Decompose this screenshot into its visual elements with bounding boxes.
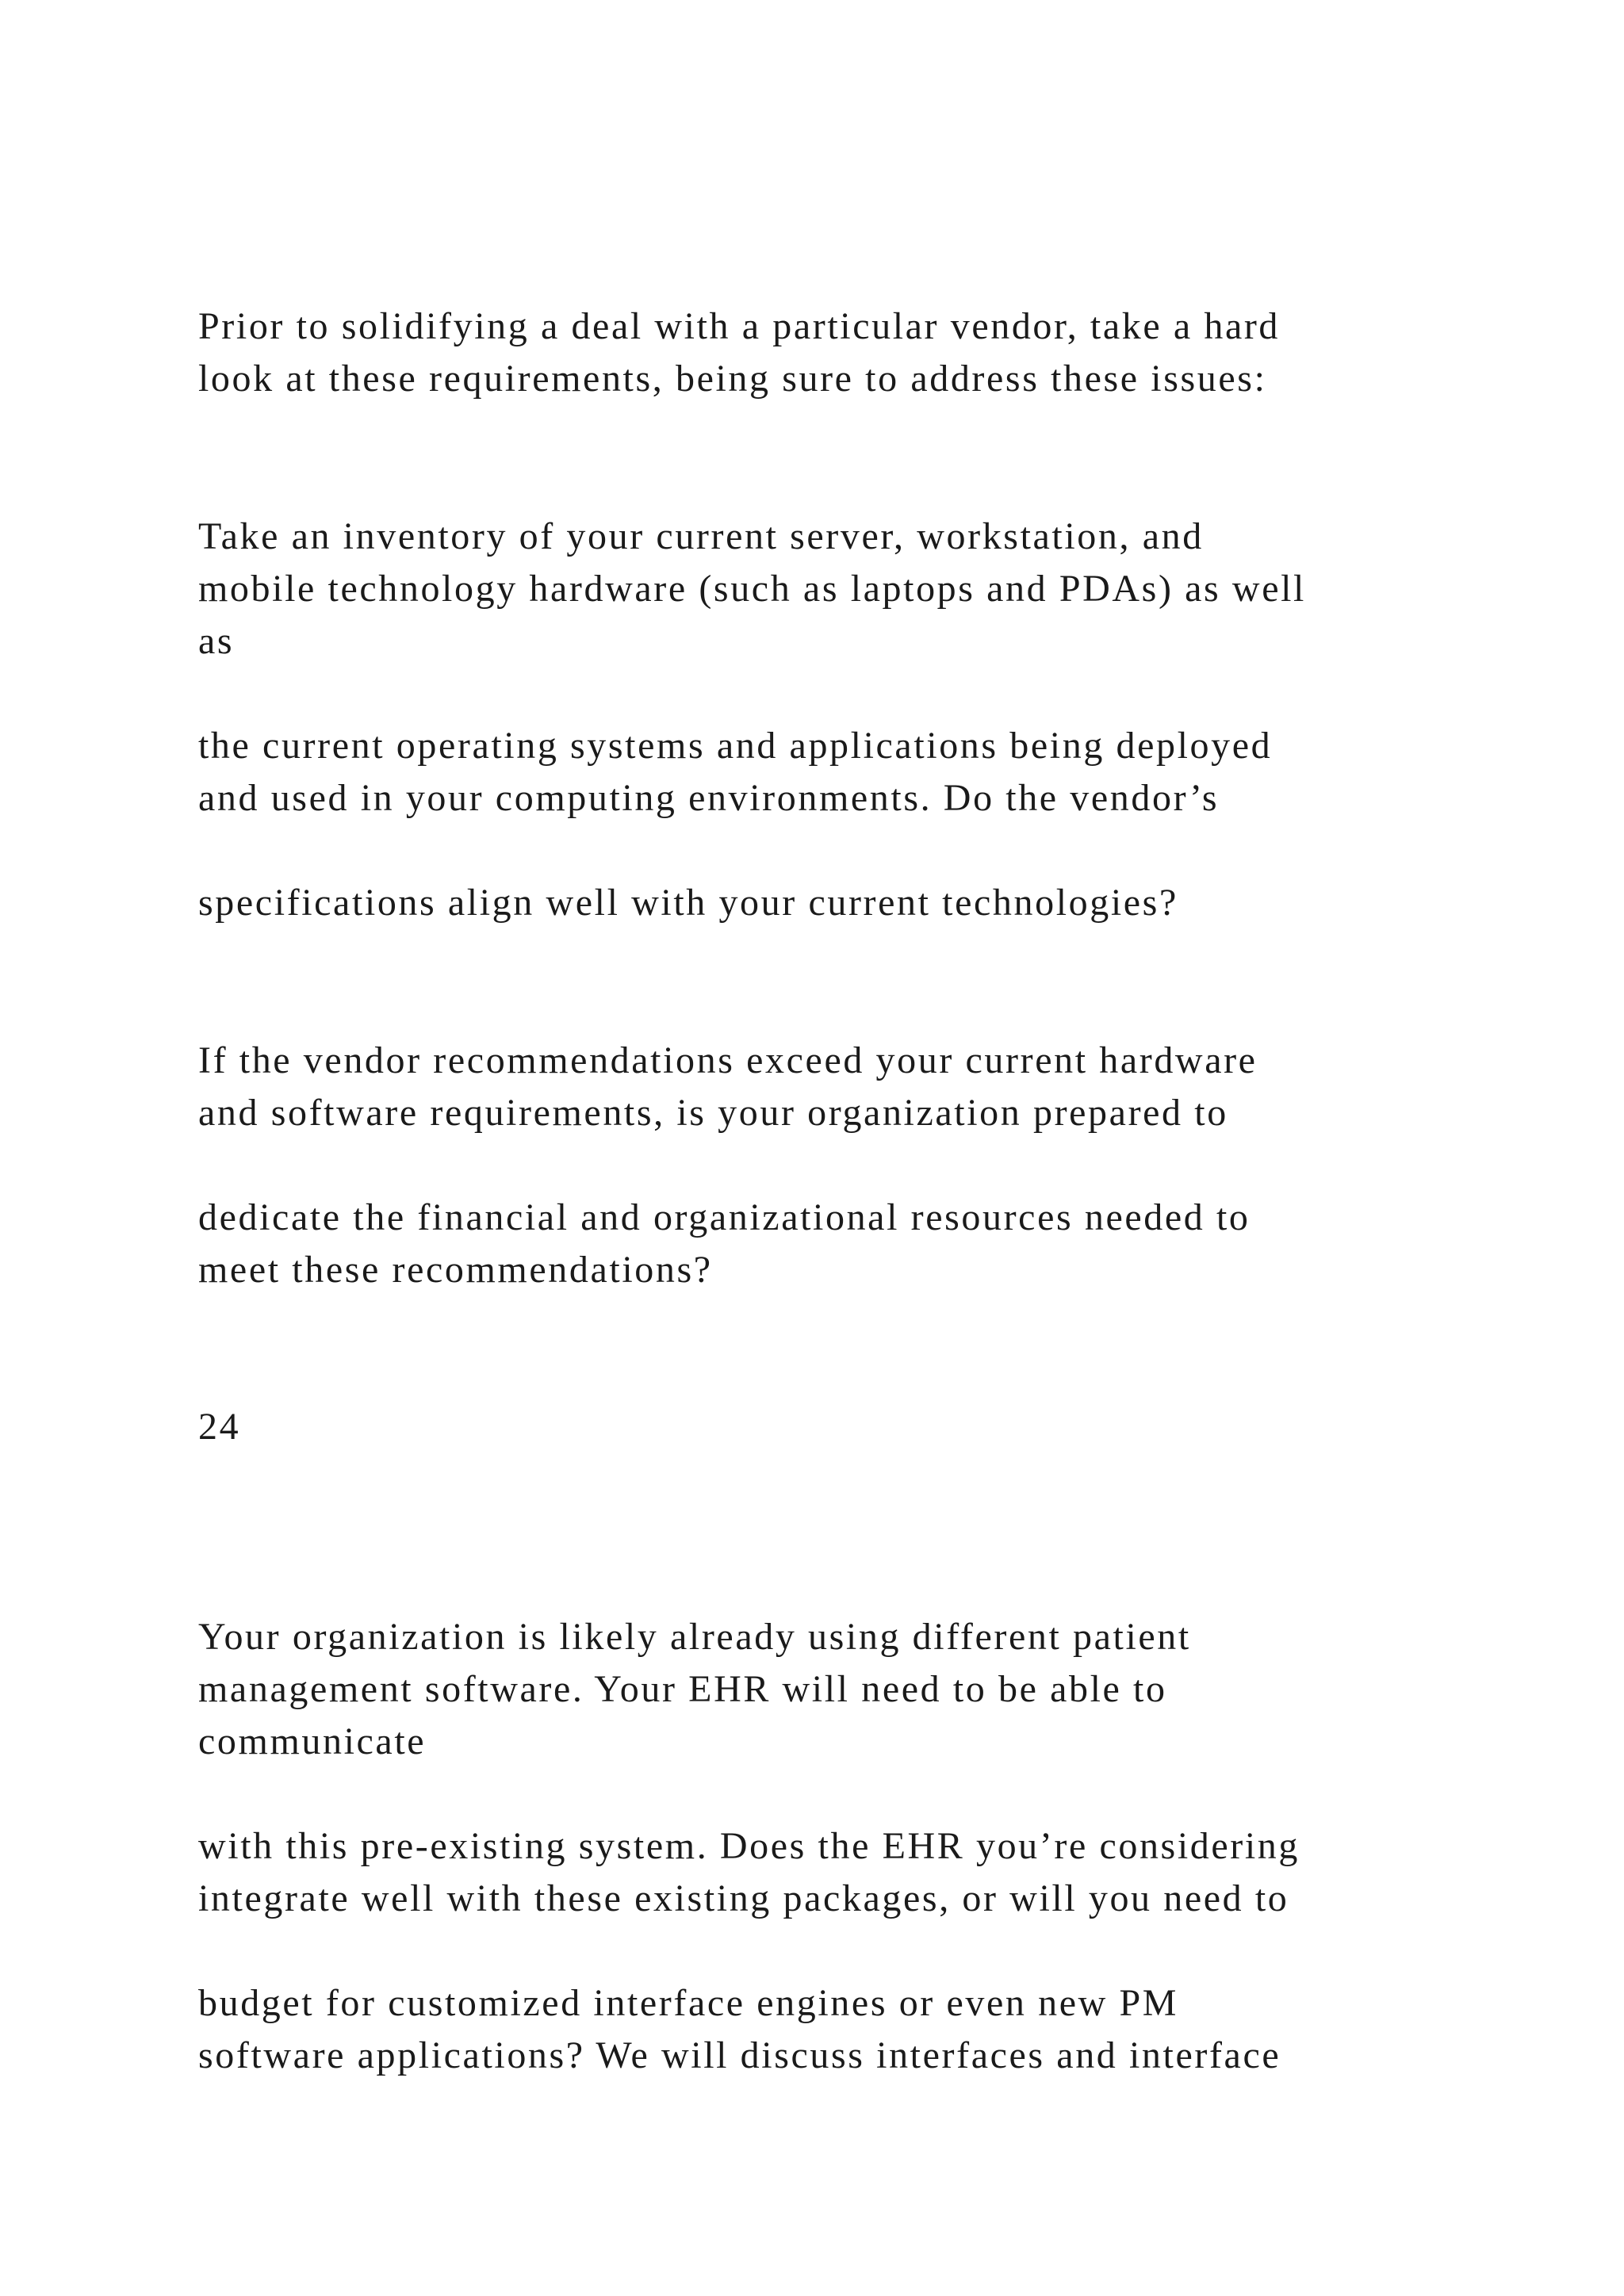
paragraph-2-line-2: mobile technology hardware (such as laptops and PDAs) as well: [198, 568, 1306, 610]
paragraph-8-line-2: management software. Your EHR will need to be able to: [198, 1668, 1167, 1710]
paragraph-1-line-2: look at these requirements, being sure to address these issues:: [198, 358, 1267, 400]
paragraph-3-line-1: the current operating systems and applications being deployed: [198, 725, 1273, 767]
paragraph-2-line-1: Take an inventory of your current server, workstation, and: [198, 515, 1204, 557]
paragraph-3-line-2: and used in your computing environments. Do the vendor’s: [198, 777, 1220, 819]
paragraph-6-line-2: meet these recommendations?: [198, 1249, 713, 1291]
page-number: 24: [198, 1406, 241, 1448]
paragraph-10-line-2: software applications? We will discuss interfaces and interface: [198, 2034, 1281, 2076]
paragraph-9-line-2: integrate well with these existing packages, or will you need to: [198, 1877, 1289, 1919]
paragraph-8-line-3: communicate: [198, 1720, 427, 1762]
paragraph-2-line-3: as: [198, 620, 235, 662]
paragraph-10-line-1: budget for customized interface engines or even new PM: [198, 1982, 1179, 2024]
paragraph-6-line-1: dedicate the financial and organizational resources needed to: [198, 1196, 1251, 1238]
paragraph-4-line-1: specifications align well with your current technologies?: [198, 882, 1178, 924]
paragraph-9-line-1: with this pre-existing system. Does the EHR you’re considering: [198, 1825, 1300, 1867]
paragraph-5-line-1: If the vendor recommendations exceed your current hardware: [198, 1039, 1258, 1081]
paragraph-5-line-2: and software requirements, is your organization prepared to: [198, 1092, 1228, 1134]
paragraph-8-line-1: Your organization is likely already using different patient: [198, 1616, 1191, 1658]
paragraph-1-line-1: Prior to solidifying a deal with a particular vendor, take a hard: [198, 305, 1281, 347]
